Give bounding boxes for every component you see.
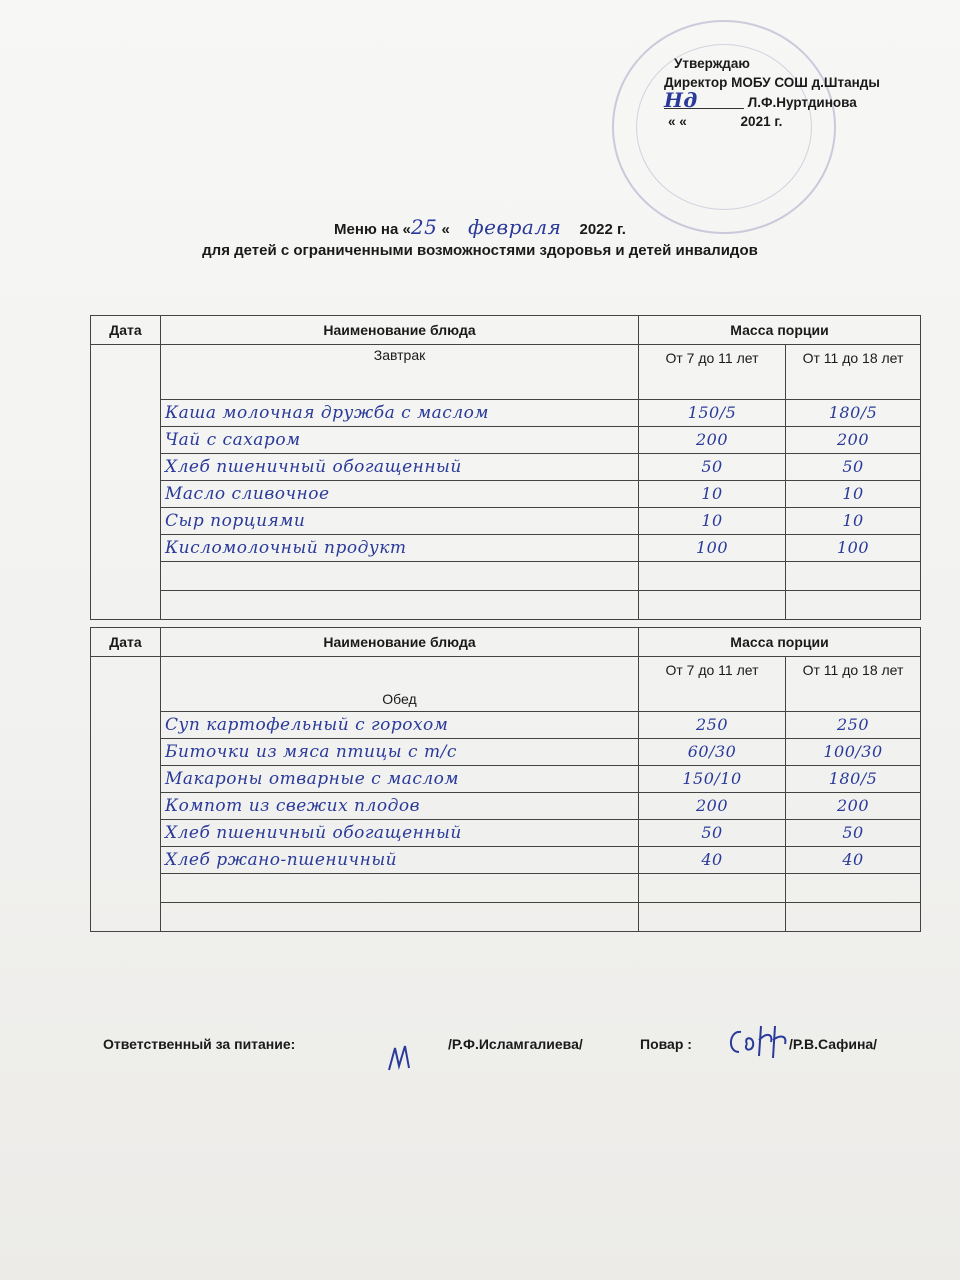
lunch-table — [90, 627, 921, 932]
empty-row — [91, 591, 921, 620]
portion-7-11: 150/10 — [639, 766, 786, 793]
meal-label: Обед — [161, 657, 639, 712]
portion-11-18: 180/5 — [786, 766, 921, 793]
responsible-label: Ответственный за питание: — [103, 1036, 296, 1052]
approval-position: Директор МОБУ СОШ д.Штанды — [664, 75, 880, 90]
empty-row — [91, 903, 921, 932]
dish-name: Макароны отварные с маслом — [161, 766, 639, 793]
table-row — [91, 739, 921, 766]
dish-name: Биточки из мяса птицы с т/с — [161, 739, 639, 766]
menu-subtitle: для детей с ограниченными возможностями здоровья и детей инвалидов — [202, 242, 758, 259]
portion-11-18: 250 — [786, 712, 921, 739]
empty-row — [91, 562, 921, 591]
table-row — [91, 766, 921, 793]
portion-11-18: 50 — [786, 454, 921, 481]
cook-label: Повар : — [640, 1036, 692, 1052]
dish-name: Хлеб пшеничный обогащенный — [161, 820, 639, 847]
portion-7-11: 200 — [639, 793, 786, 820]
portion-7-11: 50 — [639, 454, 786, 481]
dish-name: Хлеб ржано-пшеничный — [161, 847, 639, 874]
col-mass-header: Масса порции — [639, 628, 921, 657]
director-signature: Нд — [664, 92, 744, 109]
signatures-footer — [103, 1036, 933, 1076]
portion-7-11: 100 — [639, 535, 786, 562]
dish-name: Хлеб пшеничный обогащенный — [161, 454, 639, 481]
portion-7-11: 40 — [639, 847, 786, 874]
dish-name: Кисломолочный продукт — [161, 535, 639, 562]
breakfast-table — [90, 315, 921, 620]
table-row — [91, 820, 921, 847]
meal-label: Завтрак — [161, 345, 639, 400]
portion-11-18: 200 — [786, 427, 921, 454]
table-header-row — [91, 316, 921, 345]
portion-11-18: 100/30 — [786, 739, 921, 766]
dish-name: Суп картофельный с горохом — [161, 712, 639, 739]
col-name-header: Наименование блюда — [161, 316, 639, 345]
date-cell — [91, 657, 161, 932]
age-group-1: От 7 до 11 лет — [639, 345, 786, 400]
responsible-name: /Р.Ф.Исламгалиева/ — [448, 1036, 583, 1052]
approval-title: Утверждаю — [674, 56, 750, 71]
table-row — [91, 400, 921, 427]
responsible-signature — [385, 1040, 415, 1083]
date-cell — [91, 345, 161, 620]
portion-7-11: 10 — [639, 481, 786, 508]
responsible-signature-mark — [385, 1040, 415, 1076]
table-row — [91, 793, 921, 820]
age-group-1: От 7 до 11 лет — [639, 657, 786, 712]
title-day: 25 — [410, 215, 438, 239]
age-group-2: От 11 до 18 лет — [786, 657, 921, 712]
portion-11-18: 40 — [786, 847, 921, 874]
approval-date-year: 2021 г. — [740, 114, 783, 129]
cook-signature-mark — [723, 1022, 793, 1062]
title-mid: « — [441, 221, 450, 238]
menu-title — [0, 215, 960, 239]
director-name: Л.Ф.Нуртдинова — [747, 95, 857, 110]
portion-11-18: 180/5 — [786, 400, 921, 427]
portion-7-11: 50 — [639, 820, 786, 847]
table-subheader-row — [91, 345, 921, 400]
portion-11-18: 200 — [786, 793, 921, 820]
table-row — [91, 535, 921, 562]
table-row — [91, 454, 921, 481]
table-subheader-row — [91, 657, 921, 712]
title-month: февраля — [467, 215, 562, 239]
approval-block — [664, 54, 944, 131]
portion-7-11: 10 — [639, 508, 786, 535]
table-row — [91, 427, 921, 454]
age-group-2: От 11 до 18 лет — [786, 345, 921, 400]
col-date-header: Дата — [91, 316, 161, 345]
table-row — [91, 508, 921, 535]
col-date-header: Дата — [91, 628, 161, 657]
col-mass-header: Масса порции — [639, 316, 921, 345]
dish-name: Масло сливочное — [161, 481, 639, 508]
portion-11-18: 10 — [786, 481, 921, 508]
title-year: 2022 г. — [579, 221, 626, 238]
table-header-row — [91, 628, 921, 657]
approval-date-prefix: « « — [668, 114, 687, 129]
portion-11-18: 50 — [786, 820, 921, 847]
dish-name: Сыр порциями — [161, 508, 639, 535]
table-row — [91, 481, 921, 508]
portion-11-18: 100 — [786, 535, 921, 562]
dish-name: Каша молочная дружба с маслом — [161, 400, 639, 427]
table-row — [91, 847, 921, 874]
empty-row — [91, 874, 921, 903]
title-prefix: Меню на « — [334, 221, 411, 238]
cook-signature — [723, 1022, 793, 1065]
portion-7-11: 200 — [639, 427, 786, 454]
approval-signature-line — [664, 88, 944, 112]
portion-11-18: 10 — [786, 508, 921, 535]
dish-name: Чай с сахаром — [161, 427, 639, 454]
portion-7-11: 250 — [639, 712, 786, 739]
table-row — [91, 712, 921, 739]
approval-date — [664, 112, 944, 131]
portion-7-11: 60/30 — [639, 739, 786, 766]
dish-name: Компот из свежих плодов — [161, 793, 639, 820]
portion-7-11: 150/5 — [639, 400, 786, 427]
cook-name: /Р.В.Сафина/ — [789, 1036, 878, 1052]
col-name-header: Наименование блюда — [161, 628, 639, 657]
